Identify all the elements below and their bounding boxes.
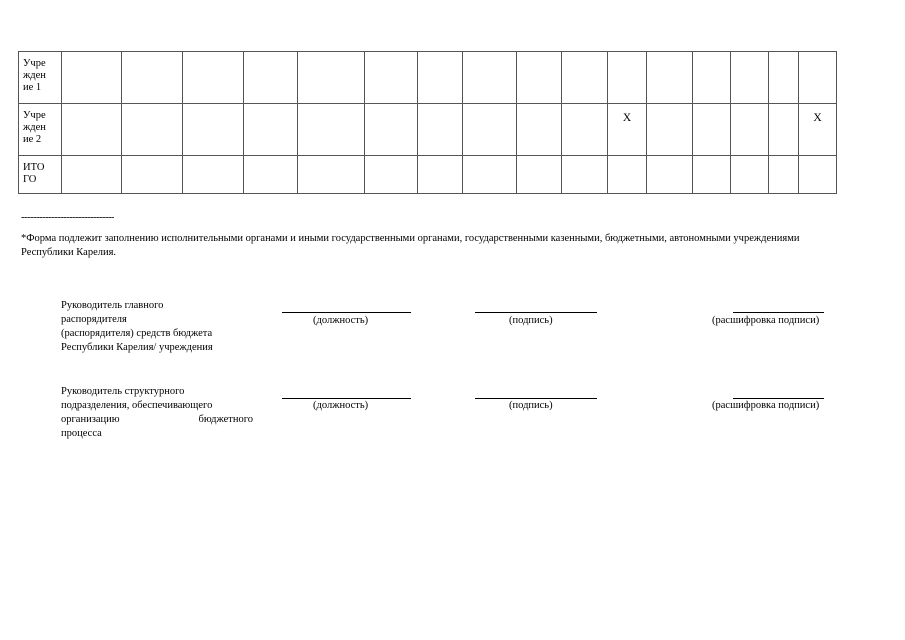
position-caption: (должность) [313, 315, 369, 326]
table-cell [517, 104, 562, 156]
table-cell [517, 156, 562, 194]
signature-line [475, 312, 597, 313]
budget-form-table [18, 51, 837, 194]
table-cell [244, 104, 298, 156]
table-cell [365, 52, 418, 104]
table-cell [647, 104, 693, 156]
table-cell [244, 52, 298, 104]
table-row [19, 104, 837, 156]
table-cell [298, 156, 365, 194]
decoding-line [733, 398, 824, 399]
decoding-line [733, 312, 824, 313]
table-cell [418, 104, 463, 156]
row-label-line: ие 2 [23, 134, 42, 145]
position-line [282, 312, 411, 313]
decoding-caption: (расшифровка подписи) [712, 400, 820, 411]
table-cell [562, 104, 608, 156]
table-row [19, 52, 837, 104]
table-cell [693, 156, 731, 194]
decoding-caption: (расшифровка подписи) [712, 315, 820, 326]
table-cell [693, 52, 731, 104]
table-cell [608, 52, 647, 104]
table-cell [647, 156, 693, 194]
table-cell [122, 156, 183, 194]
signature-label [61, 299, 253, 355]
table-cell [183, 104, 244, 156]
table-cell [517, 52, 562, 104]
footnote-text: *Форма подлежит заполнению исполнительными органами и иными государственными органами, государственными казенными, бюджетными, автономными учреждениями Республики Карелия. [21, 233, 800, 258]
table-cell [62, 52, 122, 104]
position-caption: (должность) [313, 400, 369, 411]
table-cell [244, 156, 298, 194]
signature-line [475, 398, 597, 399]
row-label-line: ие 1 [23, 82, 42, 93]
signature-label-line: Республики Карелия/ учреждения [61, 342, 213, 353]
table-cell [463, 156, 517, 194]
table-row [19, 156, 837, 194]
table-cell [122, 104, 183, 156]
row-label [19, 104, 62, 156]
table-cell [365, 156, 418, 194]
table-cell [62, 104, 122, 156]
table-cell [562, 52, 608, 104]
table-cell [183, 52, 244, 104]
table-cell [62, 156, 122, 194]
x-mark-cell: X [608, 104, 647, 156]
row-label [19, 156, 62, 194]
position-line [282, 398, 411, 399]
signature-label-line: подразделения, обеспечивающего [61, 400, 213, 411]
signature-label-line: процесса [61, 428, 102, 439]
row-label-line: Учре [23, 110, 46, 121]
row-label-line: жден [23, 122, 46, 133]
table-cell [693, 104, 731, 156]
row-label-line: Учре [23, 58, 46, 69]
signature-label-line: Руководитель главного [61, 300, 164, 311]
row-label-line: жден [23, 70, 46, 81]
signature-label-line: распорядителя [61, 314, 127, 325]
table-cell [769, 156, 799, 194]
signature-label-line: Руководитель структурного [61, 386, 185, 397]
table-cell [298, 52, 365, 104]
table-cell [608, 156, 647, 194]
table-cell [463, 104, 517, 156]
table-cell [365, 104, 418, 156]
row-label-line: ГО [23, 174, 37, 185]
table-cell [731, 156, 769, 194]
table-cell [183, 156, 244, 194]
table-cell [298, 104, 365, 156]
table-cell [463, 52, 517, 104]
table-cell [418, 52, 463, 104]
signature-label-line: (распорядителя) средств бюджета [61, 328, 213, 339]
signature-label [61, 385, 253, 441]
row-label-line: ИТО [23, 162, 45, 173]
signature-caption: (подпись) [509, 315, 553, 326]
table-cell [799, 156, 837, 194]
row-label [19, 52, 62, 104]
x-mark-cell: X [799, 104, 837, 156]
table-cell [731, 104, 769, 156]
signature-caption: (подпись) [509, 400, 553, 411]
table-cell [647, 52, 693, 104]
table-cell [769, 104, 799, 156]
table-cell [418, 156, 463, 194]
table-cell [769, 52, 799, 104]
table-cell [799, 52, 837, 104]
table-cell [731, 52, 769, 104]
footnote-separator: ------------------------------- [21, 212, 114, 223]
signature-label-line: организацию бюджетного [61, 414, 253, 425]
table-cell [122, 52, 183, 104]
table-cell [562, 156, 608, 194]
